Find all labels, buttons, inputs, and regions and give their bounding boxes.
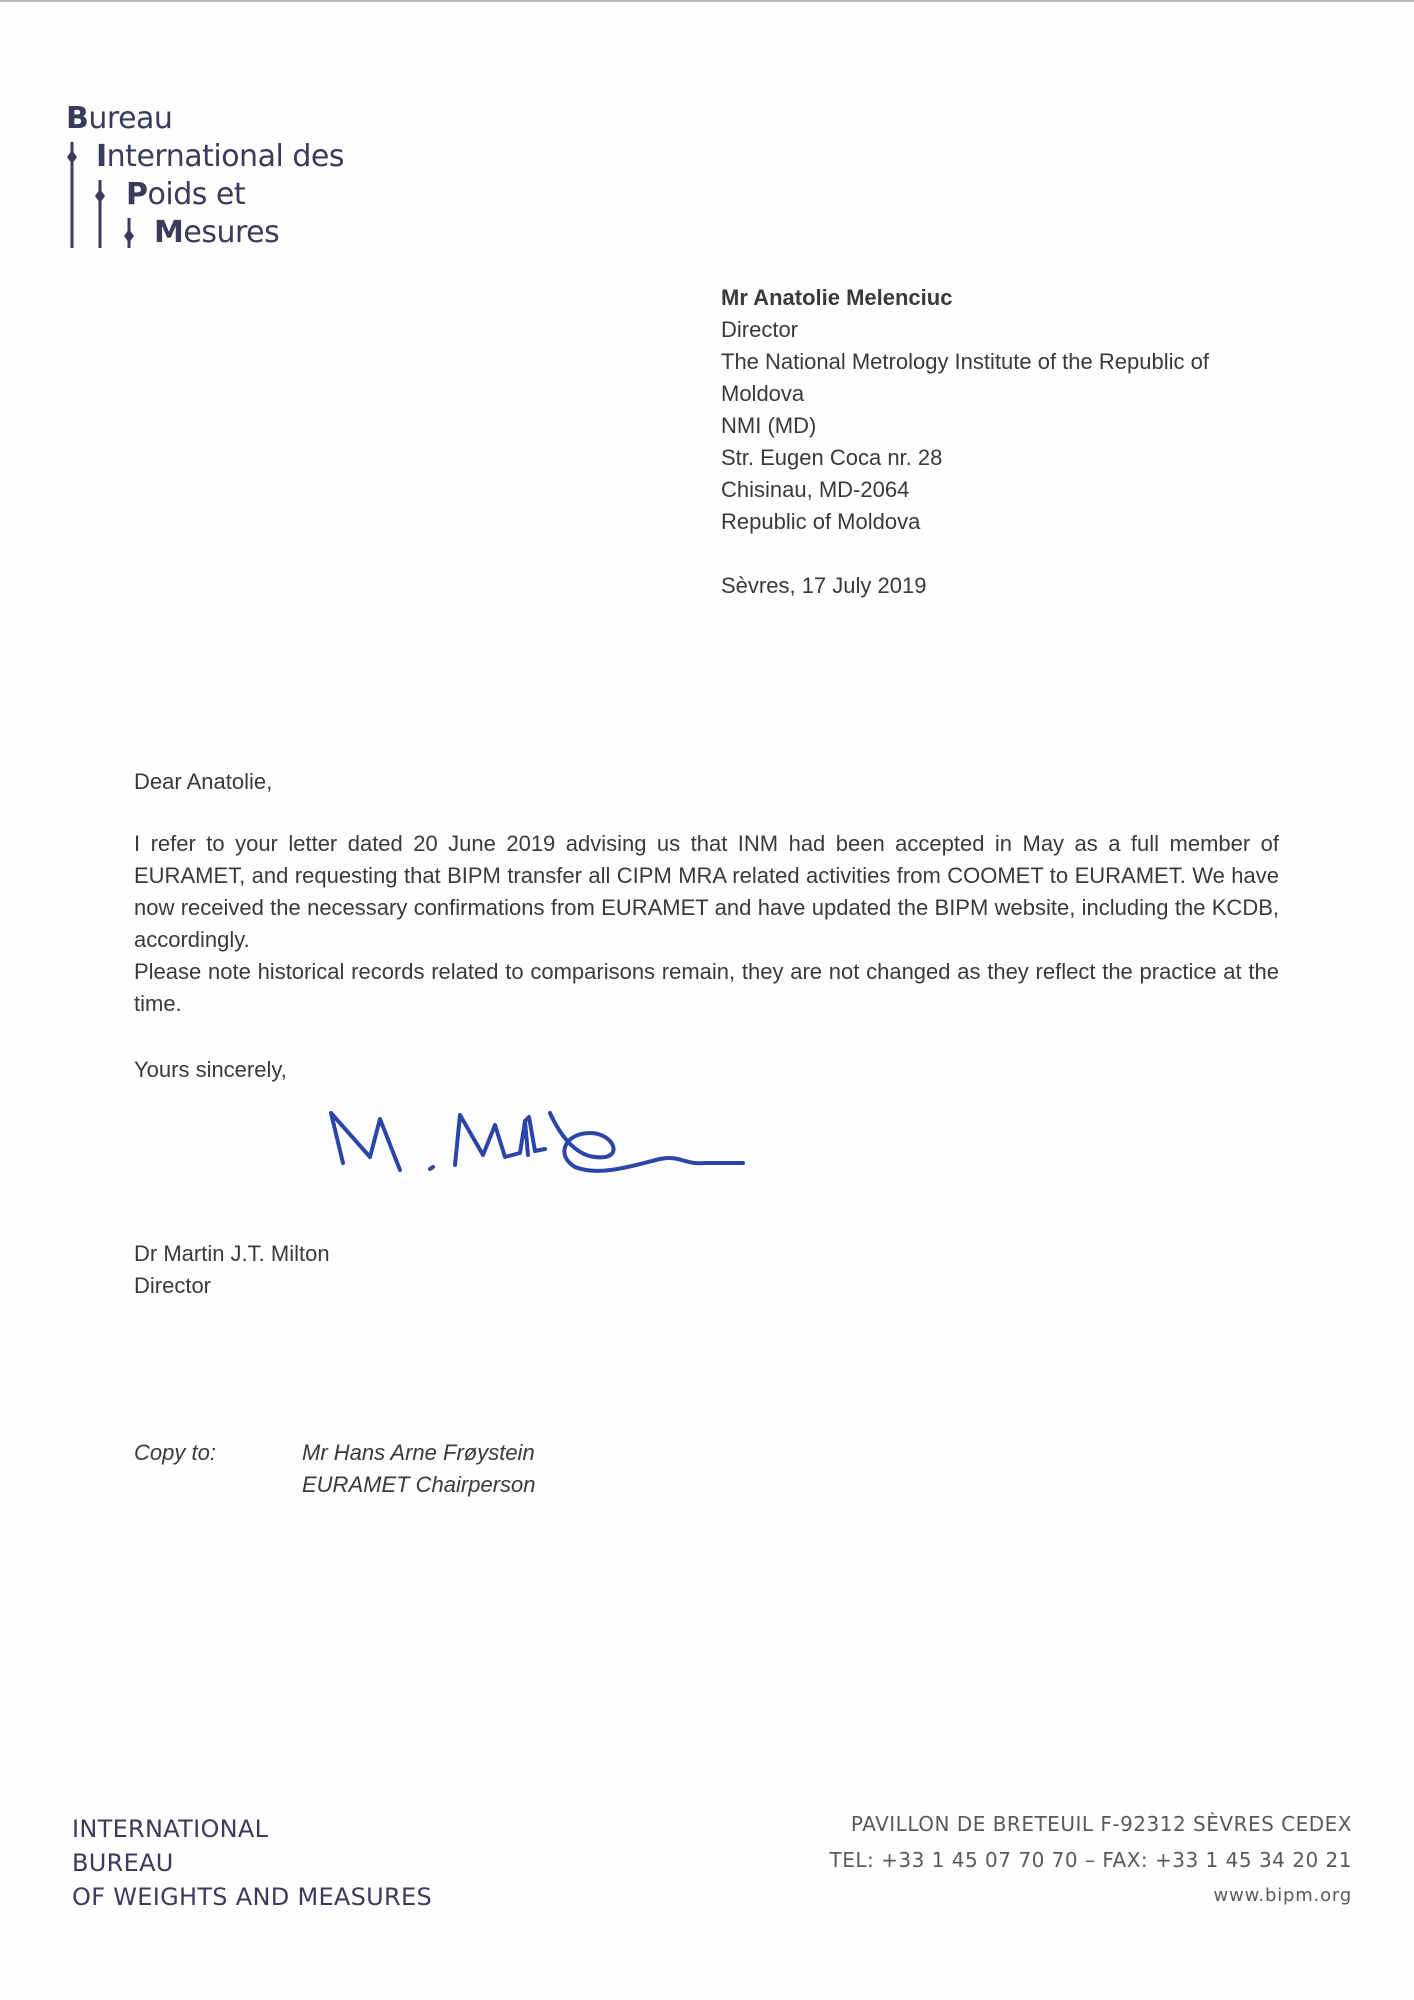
logo-line-international — [96, 138, 344, 176]
recipient-country: Republic of Moldova — [721, 509, 921, 534]
logo-line-mesures — [154, 214, 279, 252]
footer-organization — [72, 1812, 432, 1914]
logo-text: esures — [183, 215, 280, 250]
logo-text: oids et — [147, 177, 246, 212]
copy-to-label: Copy to: — [134, 1440, 216, 1465]
recipient-short-name: NMI (MD) — [721, 413, 817, 438]
copy-to-recipient — [302, 1437, 536, 1501]
footer-contact — [830, 1806, 1352, 1914]
recipient-address — [721, 282, 1209, 602]
copy-to-role: EURAMET Chairperson — [302, 1472, 536, 1497]
recipient-street: Str. Eugen Coca nr. 28 — [721, 445, 943, 470]
letter-body — [134, 828, 1279, 1020]
copy-to-name: Mr Hans Arne Frøystein — [302, 1440, 535, 1465]
letter-date: Sèvres, 17 July 2019 — [721, 573, 927, 598]
footer-org-line: BUREAU — [72, 1849, 174, 1877]
logo-initial: M — [154, 215, 184, 250]
logo-line-poids — [126, 176, 245, 214]
logo-initial: B — [66, 101, 89, 136]
logo-initial: P — [126, 177, 148, 212]
logo-line-bureau — [66, 100, 172, 138]
footer-website-link[interactable]: www.bipm.org — [1213, 1885, 1352, 1906]
recipient-title: Director — [721, 317, 799, 342]
scan-edge — [0, 0, 1414, 2]
body-paragraph: I refer to your letter dated 20 June 2019 advising us that INM had been accepted in May as a full member of EURAMET, and requesting that BIPM transfer all CIPM MRA related activities from COOMET to EURAMET. We have now received the necessary confirmations from EURAMET and have updated the BIPM website, including the KCDB, accordingly. — [134, 831, 1279, 952]
body-paragraph: Please note historical records related to comparisons remain, they are not changed as they reflect the practice at the time. — [134, 959, 1279, 1016]
handwritten-signature — [325, 1105, 795, 1185]
closing: Yours sincerely, — [134, 1057, 287, 1082]
signer-title: Director — [134, 1273, 212, 1298]
recipient-name: Mr Anatolie Melenciuc — [721, 285, 953, 310]
recipient-institute-line1: The National Metrology Institute of the Republic of — [721, 349, 1209, 374]
logo-initial: I — [96, 139, 107, 174]
salutation: Dear Anatolie, — [134, 769, 273, 794]
signer-block — [134, 1238, 330, 1302]
footer-phone-fax: TEL: +33 1 45 07 70 70 – FAX: +33 1 45 34 20 21 — [829, 1848, 1352, 1872]
footer-org-line: OF WEIGHTS AND MEASURES — [72, 1883, 433, 1911]
recipient-institute-line2: Moldova — [721, 381, 805, 406]
logo-text: nternational des — [106, 139, 344, 174]
signer-name: Dr Martin J.T. Milton — [134, 1241, 330, 1266]
footer-org-line: INTERNATIONAL — [72, 1815, 269, 1843]
logo-text: ureau — [88, 101, 173, 136]
recipient-city: Chisinau, MD-2064 — [721, 477, 910, 502]
bipm-logo — [66, 100, 386, 250]
footer-address: PAVILLON DE BRETEUIL F-92312 SÈVRES CEDEX — [850, 1812, 1352, 1836]
